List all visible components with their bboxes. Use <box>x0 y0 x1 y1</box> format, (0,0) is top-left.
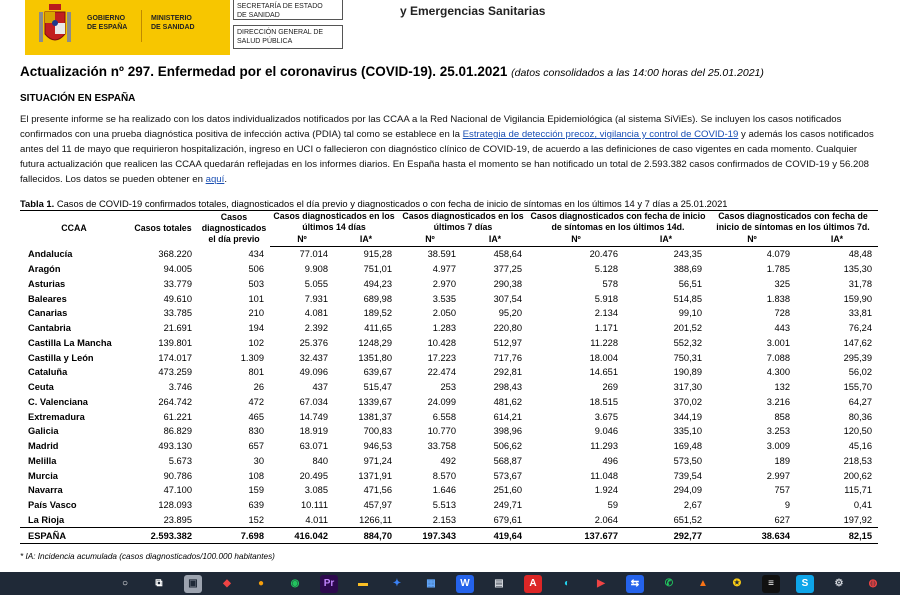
teamviewer-icon[interactable]: ⇆ <box>626 575 644 593</box>
value-cell: 614,21 <box>493 411 522 422</box>
ccaa-name-cell: Asturias <box>28 278 66 289</box>
sub-ia: IA* <box>334 233 398 247</box>
value-cell: 251,60 <box>493 485 522 496</box>
value-cell: 3.009 <box>766 441 790 452</box>
value-cell: 2,67 <box>683 500 702 511</box>
value-cell: 17.223 <box>427 352 456 363</box>
value-cell: 5.513 <box>432 500 456 511</box>
chrome-icon[interactable]: ● <box>257 578 265 589</box>
value-cell: 472 <box>248 396 264 407</box>
value-cell: 189,52 <box>363 308 392 319</box>
value-cell: 1381,37 <box>358 411 392 422</box>
ccaa-name-cell: ESPAÑA <box>20 528 128 544</box>
value-cell: 717,76 <box>493 352 522 363</box>
secretaria-box: SECRETARÍA DE ESTADO DE SANIDAD <box>233 0 343 20</box>
value-cell: 292,81 <box>493 367 522 378</box>
whatsapp-icon[interactable]: ✆ <box>664 578 674 589</box>
value-cell: 292,77 <box>624 528 708 544</box>
value-cell: 243,35 <box>673 249 702 260</box>
value-cell: 4.081 <box>304 308 328 319</box>
value-cell: 335,10 <box>673 426 702 437</box>
covid-cases-table <box>20 210 878 544</box>
value-cell: 506 <box>248 264 264 275</box>
value-cell: 295,39 <box>843 352 872 363</box>
table-row <box>20 439 878 454</box>
value-cell: 1.309 <box>240 352 264 363</box>
value-cell: 139.801 <box>158 337 192 348</box>
value-cell: 294,09 <box>673 485 702 496</box>
value-cell: 18.515 <box>589 396 618 407</box>
badge-app-icon[interactable]: ✪ <box>732 578 742 589</box>
value-cell: 22.474 <box>427 367 456 378</box>
value-cell: 651,52 <box>673 514 702 525</box>
table-row <box>20 468 878 483</box>
value-cell: 679,61 <box>493 514 522 525</box>
value-cell: 174.017 <box>158 352 192 363</box>
folder-icon[interactable]: ▬ <box>358 578 368 589</box>
value-cell: 7.931 <box>304 293 328 304</box>
value-cell: 5.673 <box>168 455 192 466</box>
value-cell: 1339,67 <box>358 396 392 407</box>
value-cell: 31,78 <box>848 278 872 289</box>
value-cell: 21.691 <box>163 323 192 334</box>
value-cell: 200,62 <box>843 470 872 481</box>
value-cell: 269 <box>602 382 618 393</box>
col-prev-day: Casos diagnosticados el día previo <box>198 211 270 247</box>
value-cell: 115,71 <box>844 485 872 496</box>
value-cell: 9 <box>784 500 790 511</box>
value-cell: 7.088 <box>766 352 790 363</box>
value-cell: 137.677 <box>528 528 624 544</box>
pinned-app-icon[interactable]: ▣ <box>184 575 202 593</box>
value-cell: 189 <box>774 455 790 466</box>
value-cell: 76,24 <box>848 323 872 334</box>
value-cell: 3.216 <box>766 396 790 407</box>
table-row <box>20 291 878 306</box>
value-cell: 2.134 <box>594 308 618 319</box>
government-logo-banner <box>25 0 230 55</box>
value-cell: 23.895 <box>163 514 192 525</box>
value-cell: 8.570 <box>432 470 456 481</box>
value-cell: 253 <box>440 382 456 393</box>
skype-icon[interactable]: S <box>796 575 814 593</box>
sub-ia: IA* <box>796 233 878 247</box>
value-cell: 689,98 <box>363 293 392 304</box>
value-cell: 1.646 <box>432 485 456 496</box>
value-cell: 14.651 <box>589 367 618 378</box>
table-row <box>20 262 878 277</box>
value-cell: 25.376 <box>299 337 328 348</box>
value-cell: 197,92 <box>843 514 872 525</box>
value-cell: 67.034 <box>299 396 328 407</box>
value-cell: 573,67 <box>493 470 522 481</box>
table-row <box>20 380 878 395</box>
value-cell: 194 <box>248 323 264 334</box>
value-cell: 64,27 <box>848 396 872 407</box>
value-cell: 0,41 <box>853 500 872 511</box>
premiere-icon[interactable]: Pr <box>320 575 338 593</box>
store-icon[interactable]: ▦ <box>426 578 436 589</box>
direccion-general-box: DIRECCIÓN GENERAL DE SALUD PÚBLICA <box>233 25 343 49</box>
value-cell: 77.014 <box>299 249 328 260</box>
value-cell: 639,67 <box>363 367 392 378</box>
value-cell: 471,56 <box>363 485 392 496</box>
value-cell: 220,80 <box>493 323 522 334</box>
table-row <box>20 483 878 498</box>
value-cell: 1.283 <box>432 323 456 334</box>
value-cell: 751,01 <box>363 264 392 275</box>
table-row <box>20 498 878 513</box>
dropbox-icon[interactable]: ✦ <box>392 578 402 589</box>
value-cell: 147,62 <box>843 337 872 348</box>
value-cell: 473.259 <box>158 367 192 378</box>
group-onset-14d: Casos diagnosticados con fecha de inicio de síntomas en los últimos 14d. <box>528 211 708 234</box>
value-cell: 317,30 <box>673 382 702 393</box>
value-cell: 388,69 <box>673 264 702 275</box>
value-cell: 573,50 <box>673 455 702 466</box>
value-cell: 3.535 <box>432 293 456 304</box>
value-cell: 120,50 <box>843 426 872 437</box>
sub-ia: IA* <box>462 233 528 247</box>
value-cell: 82,15 <box>796 528 878 544</box>
value-cell: 2.392 <box>304 323 328 334</box>
sub-n: Nº <box>708 233 796 247</box>
value-cell: 3.253 <box>766 426 790 437</box>
value-cell: 411,65 <box>364 323 392 334</box>
value-cell: 32.437 <box>299 352 328 363</box>
value-cell: 5.918 <box>594 293 618 304</box>
value-cell: 4.300 <box>766 367 790 378</box>
table-row <box>20 247 878 262</box>
value-cell: 86.829 <box>163 426 192 437</box>
value-cell: 3.675 <box>594 411 618 422</box>
ccaa-name-cell: C. Valenciana <box>28 396 88 407</box>
value-cell: 370,02 <box>673 396 702 407</box>
group-onset-7d: Casos diagnosticados con fecha de inicio de síntomas en los últimos 7d. <box>708 211 878 234</box>
value-cell: 552,32 <box>673 337 702 348</box>
value-cell: 20.495 <box>299 470 328 481</box>
value-cell: 49.096 <box>299 367 328 378</box>
value-cell: 33.758 <box>427 441 456 452</box>
value-cell: 3.746 <box>168 382 192 393</box>
value-cell: 20.476 <box>589 249 618 260</box>
ccaa-name-cell: Castilla La Mancha <box>28 337 112 348</box>
value-cell: 33.785 <box>163 308 192 319</box>
value-cell: 210 <box>248 308 264 319</box>
value-cell: 1.171 <box>594 323 618 334</box>
audio-app-icon[interactable]: ≡ <box>762 575 780 593</box>
value-cell: 3.085 <box>304 485 328 496</box>
value-cell: 30 <box>253 455 264 466</box>
value-cell: 840 <box>312 455 328 466</box>
value-cell: 33,81 <box>848 308 872 319</box>
value-cell: 481,62 <box>493 396 522 407</box>
word-icon[interactable]: W <box>456 575 474 593</box>
value-cell: 801 <box>248 367 264 378</box>
logo-divider <box>141 10 142 42</box>
table-row <box>20 409 878 424</box>
ccaa-name-cell: Melilla <box>28 455 57 466</box>
value-cell: 627 <box>774 514 790 525</box>
value-cell: 298,43 <box>493 382 522 393</box>
value-cell: 496 <box>602 455 618 466</box>
value-cell: 4.011 <box>305 514 328 525</box>
value-cell: 657 <box>248 441 264 452</box>
table-footnote: * IA: Incidencia acumulada (casos diagnosticados/100.000 habitantes) <box>20 552 275 561</box>
value-cell: 10.111 <box>300 500 328 511</box>
intro-paragraph: El presente informe se ha realizado con los datos individualizados notificados por las CCAA a la Red Nacional de Vigilancia Epidemiológica (al sistema SiViEs). Se incluyen los casos notificados confirmados con una prueba diagnóstica positiva de infección activa (PDIA) tal como se establece en la Estrategia de detección precoz, vigilancia y control de COVID-19 y además los casos notificados antes del 11 de mayo que requirieron hospitalización, ingreso en UCI o fallecieron con diagnóstico clínico de COVID-19, de acuerdo a las definiciones de caso vigentes en cada momento. Cualquier futura actualización que realicen las CCAA quedarán reflejadas en los informes diarios. En España hasta el momento se han notificado un total de 2.593.382 casos confirmados de COVID-19 y 56.208 fallecidos. Los datos se pueden obtener en aquí. <box>20 114 874 185</box>
value-cell: 830 <box>248 426 264 437</box>
value-cell: 48,48 <box>848 249 872 260</box>
ministry-label: MINISTERIO DE SANIDAD <box>151 15 195 31</box>
value-cell: 457,97 <box>363 500 392 511</box>
ccaa-name-cell: Navarra <box>28 485 63 496</box>
value-cell: 101 <box>248 293 264 304</box>
value-cell: 102 <box>248 337 264 348</box>
ccaa-name-cell: Madrid <box>28 441 59 452</box>
value-cell: 750,31 <box>673 352 702 363</box>
value-cell: 419,64 <box>462 528 528 544</box>
value-cell: 18.919 <box>299 426 328 437</box>
table-row <box>20 424 878 439</box>
vlc-icon[interactable]: ▲ <box>698 578 708 589</box>
col-total: Casos totales <box>128 211 198 247</box>
value-cell: 1.838 <box>766 293 790 304</box>
value-cell: 3.001 <box>766 337 790 348</box>
chat-app-icon[interactable]: ◐ <box>563 578 571 589</box>
ccaa-name-cell: Cataluña <box>28 367 68 378</box>
value-cell: 506,62 <box>493 441 522 452</box>
table-row <box>20 350 878 365</box>
value-cell: 290,38 <box>493 278 522 289</box>
value-cell: 11.048 <box>590 470 618 481</box>
value-cell: 11.293 <box>590 441 618 452</box>
ccaa-name-cell: Aragón <box>28 264 61 275</box>
value-cell: 368.220 <box>158 249 192 260</box>
value-cell: 344,19 <box>673 411 702 422</box>
table-row <box>20 336 878 351</box>
value-cell: 197.343 <box>398 528 462 544</box>
value-cell: 59 <box>607 500 618 511</box>
value-cell: 56,02 <box>848 367 872 378</box>
value-cell: 45,16 <box>848 441 872 452</box>
value-cell: 1.924 <box>594 485 618 496</box>
ccaa-name-cell: Ceuta <box>28 382 54 393</box>
value-cell: 7.698 <box>198 528 270 544</box>
value-cell: 152 <box>248 514 264 525</box>
ccaa-name-cell: La Rioja <box>28 514 65 525</box>
value-cell: 578 <box>602 278 618 289</box>
table-total-row <box>20 528 878 544</box>
value-cell: 434 <box>248 249 264 260</box>
value-cell: 377,25 <box>493 264 522 275</box>
value-cell: 443 <box>774 323 790 334</box>
table-row <box>20 454 878 469</box>
settings-icon[interactable]: ⚙ <box>834 578 844 589</box>
value-cell: 915,28 <box>363 249 392 260</box>
edge-icon[interactable]: ◉ <box>290 578 300 589</box>
value-cell: 858 <box>774 411 790 422</box>
value-cell: 2.153 <box>432 514 456 525</box>
value-cell: 201,52 <box>673 323 702 334</box>
table-row <box>20 306 878 321</box>
search-icon[interactable]: ○ <box>121 578 129 589</box>
value-cell: 47.100 <box>163 485 192 496</box>
table-row <box>20 395 878 410</box>
value-cell: 249,71 <box>493 500 522 511</box>
value-cell: 503 <box>248 278 264 289</box>
value-cell: 2.064 <box>594 514 618 525</box>
value-cell: 190,89 <box>673 367 702 378</box>
value-cell: 159,90 <box>843 293 872 304</box>
value-cell: 946,53 <box>363 441 392 452</box>
value-cell: 4.079 <box>766 249 790 260</box>
value-cell: 11.228 <box>590 337 618 348</box>
value-cell: 492 <box>440 455 456 466</box>
acrobat-icon[interactable]: A <box>524 575 542 593</box>
value-cell: 757 <box>774 485 790 496</box>
ccaa-name-cell: Castilla y León <box>28 352 94 363</box>
ccaa-name-cell: País Vasco <box>28 500 77 511</box>
ccaa-name-cell: Canarias <box>28 308 68 319</box>
video-app-icon[interactable]: ▶ <box>597 578 605 589</box>
value-cell: 416.042 <box>270 528 334 544</box>
value-cell: 128.093 <box>158 500 192 511</box>
browser-icon[interactable]: ◍ <box>868 578 878 589</box>
value-cell: 2.593.382 <box>128 528 198 544</box>
value-cell: 512,97 <box>493 337 522 348</box>
windows-taskbar <box>0 572 900 595</box>
value-cell: 61.221 <box>163 411 192 422</box>
group-7-days: Casos diagnosticados en los últimos 7 días <box>398 211 528 234</box>
value-cell: 6.558 <box>432 411 456 422</box>
sub-n: Nº <box>528 233 624 247</box>
value-cell: 568,87 <box>493 455 522 466</box>
value-cell: 514,85 <box>673 293 702 304</box>
value-cell: 155,70 <box>843 382 872 393</box>
value-cell: 80,36 <box>848 411 872 422</box>
value-cell: 4.977 <box>432 264 456 275</box>
value-cell: 9.046 <box>594 426 618 437</box>
value-cell: 398,96 <box>493 426 522 437</box>
task-view-icon[interactable]: ⧉ <box>155 578 163 589</box>
value-cell: 159 <box>248 485 264 496</box>
value-cell: 458,64 <box>493 249 522 260</box>
value-cell: 49.610 <box>163 293 192 304</box>
value-cell: 264.742 <box>158 396 192 407</box>
value-cell: 515,47 <box>363 382 392 393</box>
ccaa-name-cell: Cantabria <box>28 323 71 334</box>
value-cell: 94.005 <box>163 264 192 275</box>
value-cell: 132 <box>774 382 790 393</box>
value-cell: 24.099 <box>427 396 456 407</box>
value-cell: 325 <box>774 278 790 289</box>
sub-ia: IA* <box>624 233 708 247</box>
value-cell: 63.071 <box>299 441 328 452</box>
ccaa-name-cell: Galicia <box>28 426 59 437</box>
value-cell: 639 <box>248 500 264 511</box>
value-cell: 10.770 <box>427 426 456 437</box>
table-caption: Tabla 1. Casos de COVID-19 confirmados totales, diagnosticados el día previo y diagnosticados o con fecha de inicio de síntomas en los últimos 14 y 7 días a 25.01.2021 <box>20 198 728 209</box>
value-cell: 38.634 <box>708 528 796 544</box>
table-row <box>20 277 878 292</box>
value-cell: 307,54 <box>493 293 522 304</box>
value-cell: 9.908 <box>304 264 328 275</box>
value-cell: 884,70 <box>334 528 398 544</box>
sub-n: Nº <box>270 233 334 247</box>
value-cell: 2.970 <box>432 278 456 289</box>
ccaa-name-cell: Baleares <box>28 293 67 304</box>
ccaa-name-cell: Murcia <box>28 470 58 481</box>
group-14-days: Casos diagnosticados en los últimos 14 días <box>270 211 398 234</box>
page-title: Actualización nº 297. Enfermedad por el coronavirus (COVID-19). 25.01.2021 (datos consolidados a las 14:00 horas del 25.01.2021) <box>20 64 764 79</box>
value-cell: 99,10 <box>678 308 702 319</box>
value-cell: 465 <box>248 411 264 422</box>
value-cell: 700,83 <box>363 426 392 437</box>
grid-app-icon[interactable]: ▤ <box>494 578 504 589</box>
value-cell: 1371,91 <box>358 470 392 481</box>
value-cell: 90.786 <box>163 470 192 481</box>
value-cell: 2.050 <box>432 308 456 319</box>
value-cell: 14.749 <box>299 411 328 422</box>
value-cell: 10.428 <box>427 337 456 348</box>
value-cell: 1.785 <box>766 264 790 275</box>
coat-of-arms-icon <box>35 2 75 50</box>
value-cell: 33.779 <box>163 278 192 289</box>
centro-title: y Emergencias Sanitarias <box>400 4 546 18</box>
value-cell: 493.130 <box>158 441 192 452</box>
ccaa-name-cell: Extremadura <box>28 411 85 422</box>
value-cell: 5.128 <box>594 264 618 275</box>
value-cell: 971,24 <box>363 455 392 466</box>
app-red-icon[interactable]: ◆ <box>223 578 231 589</box>
sub-n: Nº <box>398 233 462 247</box>
value-cell: 1248,29 <box>358 337 392 348</box>
table-row <box>20 365 878 380</box>
value-cell: 728 <box>774 308 790 319</box>
value-cell: 494,23 <box>363 278 392 289</box>
gov-label: GOBIERNO DE ESPAÑA <box>87 15 128 31</box>
ccaa-name-cell: Andalucía <box>28 249 73 260</box>
value-cell: 1351,80 <box>358 352 392 363</box>
value-cell: 169,48 <box>673 441 702 452</box>
value-cell: 437 <box>312 382 328 393</box>
value-cell: 38.591 <box>427 249 456 260</box>
value-cell: 18.004 <box>589 352 618 363</box>
table-row <box>20 513 878 528</box>
value-cell: 1266,11 <box>359 514 392 525</box>
value-cell: 26 <box>253 382 264 393</box>
table-row <box>20 321 878 336</box>
value-cell: 56,51 <box>678 278 702 289</box>
section-title: SITUACIÓN EN ESPAÑA <box>20 93 136 104</box>
value-cell: 5.055 <box>304 278 328 289</box>
col-ccaa: CCAA <box>20 211 128 247</box>
data-link[interactable]: aquí <box>205 174 225 185</box>
value-cell: 739,54 <box>673 470 702 481</box>
value-cell: 108 <box>248 470 264 481</box>
value-cell: 2.997 <box>766 470 790 481</box>
value-cell: 135,30 <box>843 264 872 275</box>
value-cell: 95,20 <box>498 308 522 319</box>
strategy-link[interactable]: Estrategia de detección precoz, vigilancia y control de COVID-19 <box>462 129 739 140</box>
value-cell: 218,53 <box>843 455 872 466</box>
